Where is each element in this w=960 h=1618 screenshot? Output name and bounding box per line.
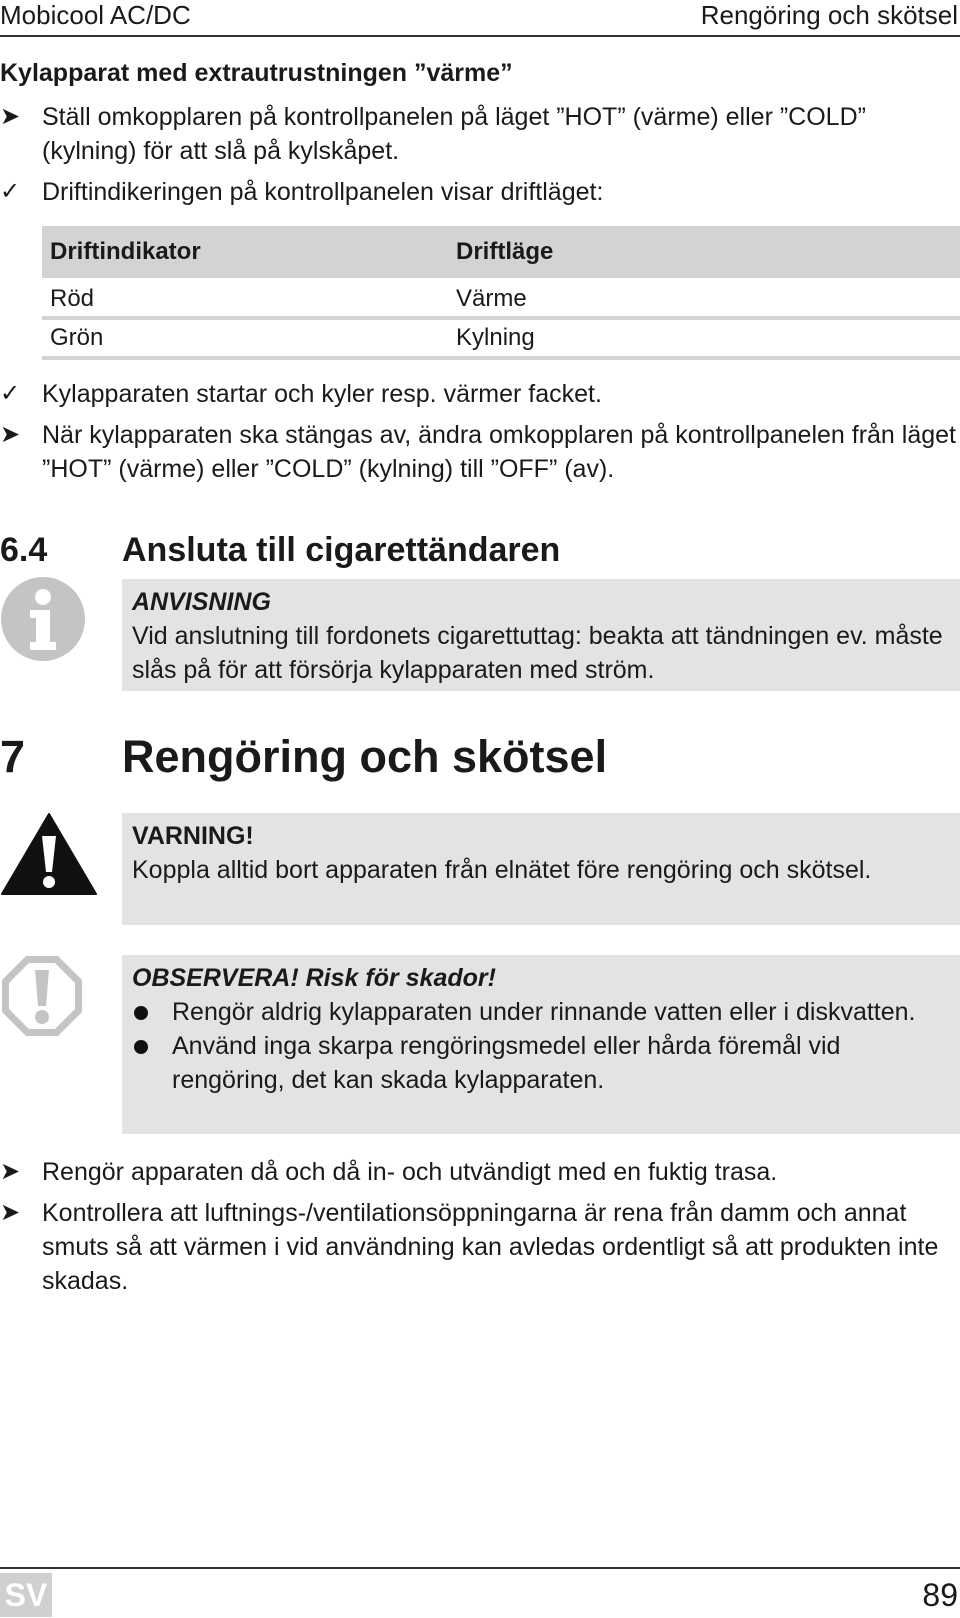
section-number: 6.4 [0,531,48,569]
caution-bullet-text: Använd inga skarpa rengöringsmedel eller hårda föremål vid rengöring, det kan skada kylapparaten. [172,1032,841,1094]
operating-mode-table [42,226,960,360]
instruction-text: Rengör apparaten då och då in- och utvändigt med en fuktig trasa. [42,1158,778,1186]
warning-triangle-icon [0,812,98,896]
note-box [122,579,960,691]
arrow-icon: ➤ [0,421,21,448]
info-icon [0,576,86,662]
instruction-text: När kylapparaten ska stängas av, ändra omkopplaren på kontrollpanelen från läget ”HOT” (värme) eller ”COLD” (kylning) till ”OFF” (av). [42,421,956,483]
result-text: Driftindikeringen på kontrollpanelen visar driftläget: [42,178,604,206]
language-badge: SV [0,1573,52,1617]
running-header [0,0,960,37]
arrow-icon: ➤ [0,1199,21,1226]
column-header: Driftindikator [50,238,201,265]
instruction-text: Kontrollera att luftnings-/ventilationsöppningarna är rena från damm och annat smuts så att värmen i vid användning kan avledas ordentligt så att produkten inte skadas. [42,1199,939,1295]
chapter-title-heading: Rengöring och skötsel [122,731,608,782]
section-title: Ansluta till cigarettändaren [122,531,561,569]
caution-bullet [132,995,950,1029]
caution-box [122,955,960,1134]
warning-box [122,813,960,925]
chapter-number: 7 [0,731,26,782]
note-label: ANVISNING [132,588,271,616]
column-header: Driftläge [456,238,554,265]
result-text: Kylapparaten startar och kyler resp. värmer facket. [42,380,602,408]
table-cell: Röd [50,285,95,312]
caution-label: OBSERVERA! Risk för skador! [132,964,496,992]
subheading-heat: Kylapparat med extrautrustningen ”värme” [0,59,513,87]
table-row [42,278,960,320]
table-header-row [42,226,960,278]
bullet-dot-icon [134,1006,148,1020]
page-number: 89 [922,1577,958,1613]
table-cell: Kylning [456,324,535,351]
warning-text: Koppla alltid bort apparaten från elnätet före rengöring och skötsel. [132,856,872,884]
checkmark-icon: ✓ [0,178,21,205]
table-cell: Grön [50,324,104,351]
table-cell: Värme [456,285,527,312]
instruction-text: Ställ omkopplaren på kontrollpanelen på läget ”HOT” (värme) eller ”COLD” (kylning) för att slå på kylskåpet. [42,103,866,165]
bullet-dot-icon [134,1040,148,1054]
table-row [42,320,960,360]
caution-bullet [132,1029,950,1097]
page-footer [0,1567,960,1618]
caution-bullet-text: Rengör aldrig kylapparaten under rinnande vatten eller i diskvatten. [172,998,916,1026]
warning-label: VARNING! [132,822,254,850]
chapter-title: Rengöring och skötsel [700,0,958,30]
arrow-icon: ➤ [0,1158,21,1185]
note-text: Vid anslutning till fordonets cigarettuttag: beakta att tändningen ev. måste slås på för att försörja kylapparaten med ström. [132,622,943,684]
caution-octagon-icon [0,954,84,1038]
manual-title: Mobicool AC/DC [0,0,191,30]
arrow-icon: ➤ [0,103,21,130]
checkmark-icon: ✓ [0,380,21,407]
